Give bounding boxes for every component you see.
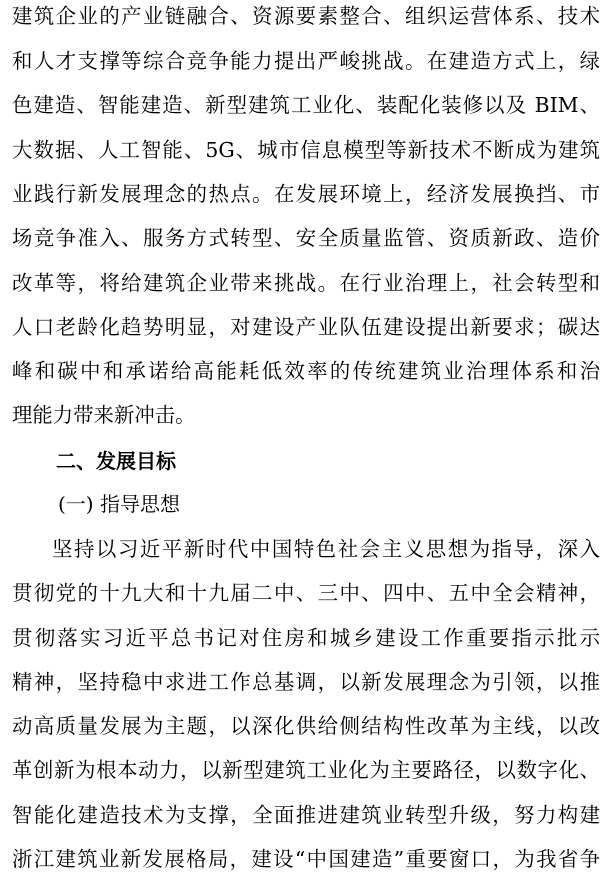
paragraph-1-line-7: 改革等，将给建筑企业带来挑战。在行业治理上，社会转型和 xyxy=(12,270,600,295)
paragraph-1-line-4: 大数据、人工智能、5G、城市信息模型等新技术不断成为建筑 xyxy=(12,137,600,162)
paragraph-2-line-2: 贯彻党的十九大和十九届二中、三中、四中、五中全会精神， xyxy=(12,581,600,606)
paragraph-2-line-7: 智能化建造技术为支撑，全面推进建筑业转型升级，努力构建 xyxy=(12,802,600,827)
paragraph-1-line-6: 场竞争准入、服务方式转型、安全质量监管、资质新政、造价 xyxy=(12,226,600,251)
paragraph-2-line-3: 贯彻落实习近平总书记对住房和城乡建设工作重要指示批示 xyxy=(12,625,600,650)
paragraph-1-line-3: 色建造、智能建造、新型建筑工业化、装配化装修以及 BIM、 xyxy=(12,93,600,118)
section-heading: 二、发展目标 xyxy=(56,448,176,473)
subsection-heading: (一) 指导思想 xyxy=(58,491,180,516)
paragraph-1-line-1: 建筑企业的产业链融合、资源要素整合、组织运营体系、技术 xyxy=(12,4,600,28)
paragraph-2-line-4: 精神，坚持稳中求进工作总基调，以新发展理念为引领，以推 xyxy=(12,669,600,694)
paragraph-2-line-8: 浙江建筑业新发展格局，建设“中国建造”重要窗口，为我省争 xyxy=(12,847,600,871)
paragraph-2-line-5: 动高质量发展为主题，以深化供给侧结构性改革为主线，以改 xyxy=(12,714,600,739)
paragraph-1-line-2: 和人才支撑等综合竞争能力提出严峻挑战。在建造方式上，绿 xyxy=(12,49,600,74)
paragraph-1-line-9: 峰和碳中和承诺给高能耗低效率的传统建筑业治理体系和治 xyxy=(12,359,600,384)
paragraph-2-line-6: 革创新为根本动力，以新型建筑工业化为主要路径，以数字化、 xyxy=(12,758,600,783)
paragraph-1-line-5: 业践行新发展理念的热点。在发展环境上，经济发展换挡、市 xyxy=(12,182,600,207)
paragraph-1-line-10: 理能力带来新冲击。 xyxy=(12,403,196,428)
paragraph-1-line-8: 人口老龄化趋势明显，对建设产业队伍建设提出新要求；碳达 xyxy=(12,314,600,339)
paragraph-2-line-1: 坚持以习近平新时代中国特色社会主义思想为指导，深入 xyxy=(52,537,600,562)
